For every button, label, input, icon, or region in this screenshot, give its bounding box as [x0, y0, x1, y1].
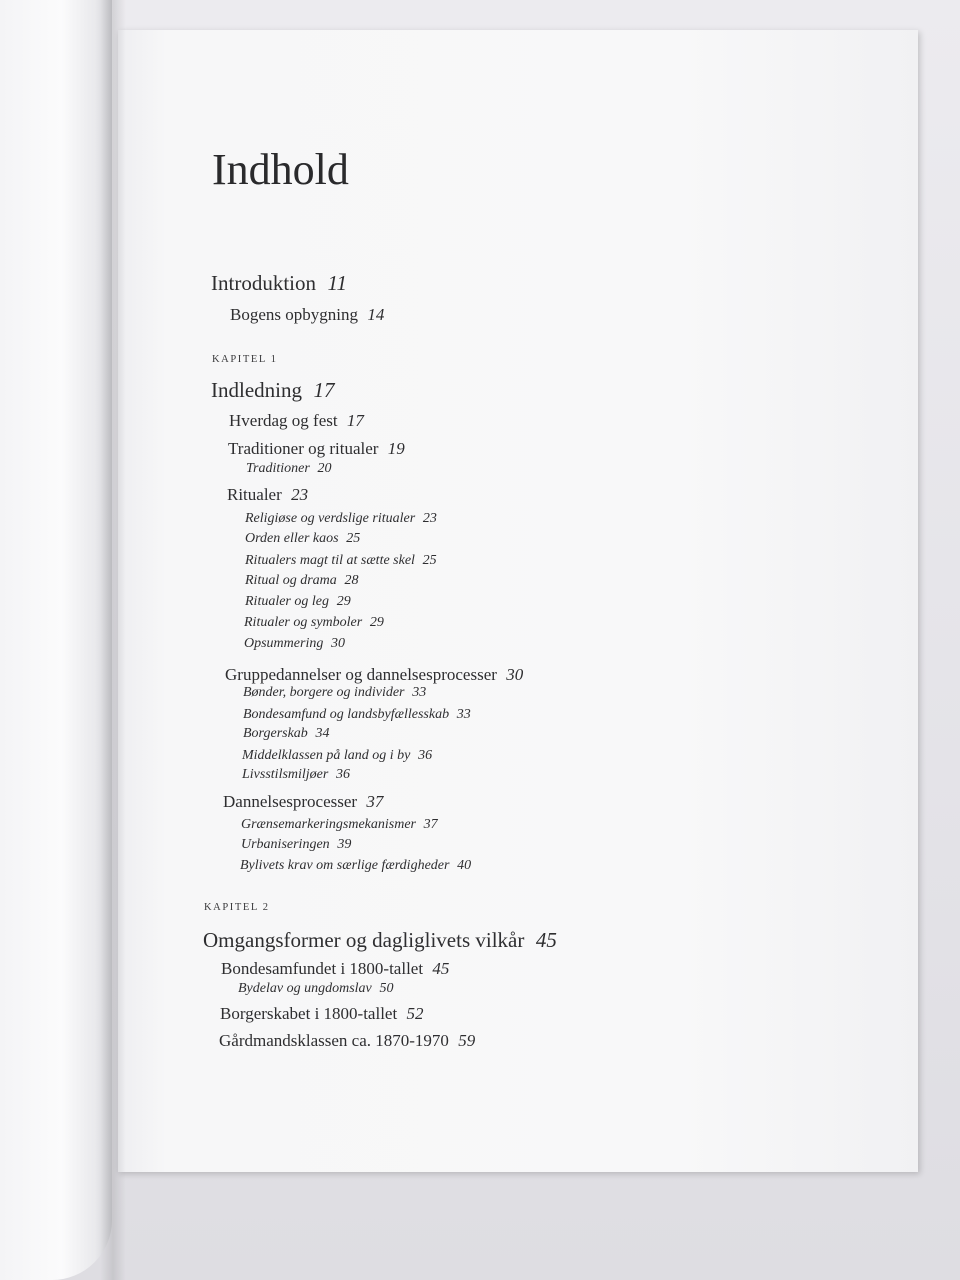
toc-entry-page: 23 [422, 511, 437, 526]
toc-entry [241, 838, 351, 852]
toc-entry [245, 554, 437, 568]
chapter-label: KAPITEL 1 [212, 354, 278, 365]
toc-entry-title: Bondesamfund og landsbyfællesskab [243, 707, 450, 722]
toc-entry-title: Bondesamfundet i 1800-tallet [221, 959, 424, 978]
toc-entry-title: Ritualers magt til at sætte skel [245, 553, 415, 568]
toc-entry-page: 17 [346, 411, 364, 430]
toc-entry-page: 33 [412, 685, 427, 700]
toc-entry-page: 19 [387, 439, 405, 458]
toc-entry-page: 30 [506, 665, 524, 684]
toc-entry [245, 512, 437, 526]
toc-entry [245, 574, 358, 588]
toc-entry-title: Omgangsformer og dagliglivets vilkår [203, 928, 525, 952]
toc-entry-page: 29 [336, 594, 351, 609]
toc-entry-page: 45 [432, 959, 450, 978]
toc-entry-page: 45 [535, 928, 557, 952]
toc-entry [242, 749, 432, 763]
toc-entry-page: 28 [344, 573, 359, 588]
toc-entry-title: Traditioner [246, 461, 310, 476]
toc-entry [244, 637, 345, 651]
toc-entry-title: Gårdmandsklassen ca. 1870-1970 [219, 1031, 449, 1050]
toc-entry-title: Dannelsesprocesser [223, 792, 358, 811]
toc-entry-title: Livsstilsmiljøer [242, 767, 329, 782]
toc-entry-page: 25 [422, 553, 437, 568]
toc-entry [221, 960, 449, 977]
toc-entry-title: Orden eller kaos [245, 531, 339, 546]
toc-entry-title: Religiøse og verdslige ritualer [245, 511, 416, 526]
toc-entry-page: 11 [327, 271, 347, 295]
toc-entry [225, 666, 523, 683]
toc-entry-page: 25 [346, 531, 361, 546]
toc-entry-title: Bønder, borgere og individer [243, 685, 405, 700]
toc-entry [243, 708, 471, 722]
toc-entry-title: Hverdag og fest [229, 411, 338, 430]
toc-entry [242, 768, 350, 782]
chapter-title [211, 380, 335, 401]
toc-entry-page: 37 [423, 817, 438, 832]
toc-entry [228, 440, 405, 457]
toc-entry-title: Bylivets krav om særlige færdigheder [240, 858, 450, 873]
toc-entry-title: Introduktion [211, 271, 316, 295]
toc-entry-page: 33 [456, 707, 471, 722]
toc-entry [238, 982, 393, 996]
toc-entry-title: Ritualer og symboler [244, 615, 363, 630]
toc-entry-page: 17 [313, 378, 335, 402]
toc-entry-page: 30 [331, 636, 346, 651]
toc-entry-page: 29 [369, 615, 384, 630]
toc-entry-title: Bydelav og ungdomslav [238, 981, 372, 996]
toc-entry [230, 306, 384, 323]
toc-entry [220, 1005, 424, 1022]
toc-entry-page: 23 [291, 485, 309, 504]
chapter-label: KAPITEL 2 [204, 902, 270, 913]
toc-entry-title: Gruppedannelser og dannelsesprocesser [225, 665, 497, 684]
toc-entry-page: 39 [337, 837, 352, 852]
toc-entry-introduktion [211, 273, 347, 294]
toc-entry-title: Borgerskab [243, 726, 308, 741]
toc-entry-title: Ritual og drama [245, 573, 337, 588]
chapter-title [203, 930, 557, 951]
toc-entry [219, 1032, 475, 1049]
toc-entry [244, 616, 384, 630]
toc-entry-page: 34 [315, 726, 330, 741]
toc-entry-page: 36 [336, 767, 351, 782]
toc-entry-title: Urbaniseringen [241, 837, 330, 852]
toc-entry-title: Middelklassen på land og i by [242, 748, 411, 763]
toc-entry-title: Opsummering [244, 636, 324, 651]
toc-entry [246, 462, 331, 476]
toc-entry-title: Ritualer og leg [245, 594, 329, 609]
toc-entry [229, 412, 364, 429]
toc-entry-title: Borgerskabet i 1800-tallet [220, 1004, 398, 1023]
page-title: Indhold [212, 145, 349, 194]
toc-entry-page: 52 [406, 1004, 424, 1023]
toc-entry [240, 859, 471, 873]
toc-entry-title: Indledning [211, 378, 302, 402]
toc-entry [245, 595, 351, 609]
toc-entry-page: 20 [317, 461, 332, 476]
toc-entry [245, 532, 360, 546]
toc-entry-title: Traditioner og ritualer [228, 439, 379, 458]
toc-entry-page: 59 [458, 1031, 476, 1050]
toc-entry [223, 793, 383, 810]
toc-entry-page: 50 [379, 981, 394, 996]
toc-entry-page: 14 [367, 305, 385, 324]
toc-entry [227, 486, 308, 503]
toc-entry-page: 40 [457, 858, 472, 873]
toc-entry-title: Bogens opbygning [230, 305, 358, 324]
toc-entry-title: Ritualer [227, 485, 282, 504]
toc-entry [241, 818, 438, 832]
toc-entry-page: 36 [418, 748, 433, 763]
toc-entry-title: Grænsemarkeringsmekanismer [241, 817, 416, 832]
toc-entry [243, 686, 426, 700]
toc-entry-page: 37 [366, 792, 384, 811]
toc-entry [243, 727, 330, 741]
